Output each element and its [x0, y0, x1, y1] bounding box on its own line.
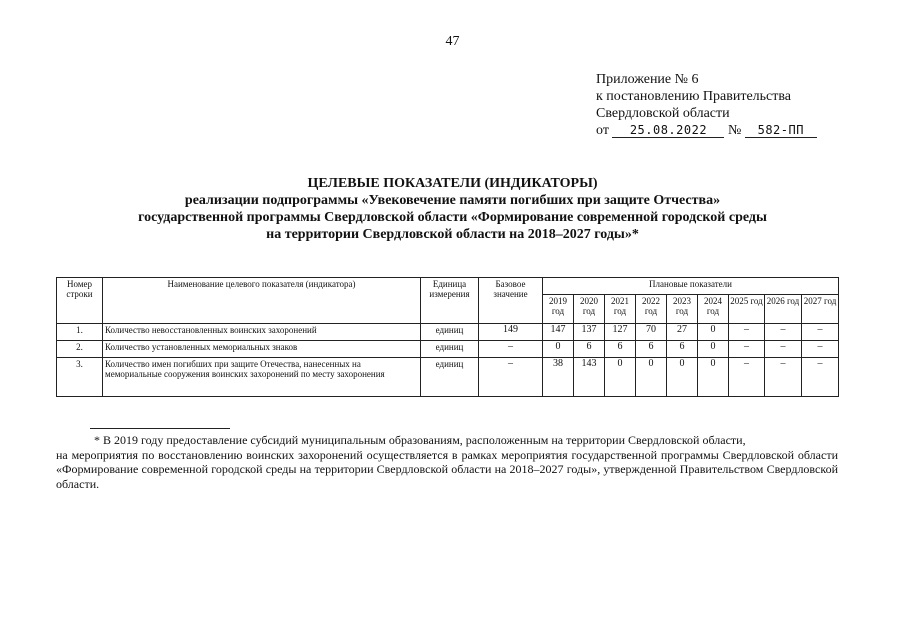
value-cell: 127 [605, 324, 636, 341]
footnote [56, 433, 838, 491]
document-title [0, 175, 905, 243]
title-line-1: ЦЕЛЕВЫЕ ПОКАЗАТЕЛИ (ИНДИКАТОРЫ) [307, 176, 598, 191]
header-year: 2019 год [543, 295, 574, 324]
value-cell: – [765, 358, 802, 397]
value-cell: 70 [636, 324, 667, 341]
appendix-line-2: к постановлению Правительства [596, 89, 792, 104]
value-cell: 147 [543, 324, 574, 341]
header-year: 2026 год [765, 295, 802, 324]
value-cell: 0 [605, 358, 636, 397]
from-label: от [596, 123, 609, 138]
value-cell: 0 [698, 341, 729, 358]
value-cell: 6 [667, 341, 698, 358]
value-cell: – [802, 358, 839, 397]
value-cell: 0 [543, 341, 574, 358]
value-cell: – [729, 358, 765, 397]
footnote-continuation: на мероприятия по восстановлению воинских захоронений осуществляется в рамках мероприятия государственной программы Свердловской области «Формирование современной городской среды на территории Свердловской области на 2018–2027 годы», утвержденной Правительством Свердловской области. [56, 447, 838, 491]
value-cell: 0 [636, 358, 667, 397]
row-number: 1. [57, 324, 103, 341]
header-planned: Плановые показатели [543, 278, 839, 295]
indicators-table [56, 277, 839, 397]
table-row [57, 358, 839, 397]
indicator-name: Количество невосстановленных воинских захоронений [103, 324, 421, 341]
row-number: 2. [57, 341, 103, 358]
header-year: 2027 год [802, 295, 839, 324]
row-number: 3. [57, 358, 103, 397]
appendix-line-3: Свердловской области [596, 106, 730, 121]
number-label: № [727, 123, 742, 138]
appendix-date-line [596, 122, 817, 139]
value-cell: 0 [698, 324, 729, 341]
header-year: 2021 год [605, 295, 636, 324]
page-number: 47 [445, 34, 460, 49]
value-cell: 27 [667, 324, 698, 341]
value-cell: 0 [667, 358, 698, 397]
value-cell: 6 [636, 341, 667, 358]
table-row [57, 324, 839, 341]
indicator-name: Количество установленных мемориальных знаков [103, 341, 421, 358]
unit-cell: единиц [421, 324, 479, 341]
header-base-value: Базовое значение [479, 278, 543, 324]
value-cell: – [765, 341, 802, 358]
value-cell: – [802, 341, 839, 358]
header-unit: Единица измерения [421, 278, 479, 324]
header-year: 2025 год [729, 295, 765, 324]
base-value-cell: 149 [479, 324, 543, 341]
value-cell: – [729, 341, 765, 358]
appendix-line-1: Приложение № 6 [596, 72, 699, 87]
unit-cell: единиц [421, 358, 479, 397]
value-cell: – [765, 324, 802, 341]
base-value-cell: – [479, 341, 543, 358]
title-line-2: реализации подпрограммы «Увековечение памяти погибших при защите Отчества» [184, 193, 721, 208]
indicator-name: Количество имен погибших при защите Отечества, нанесенных на мемориальные сооружения воинских захоронений по месту захоронения [103, 358, 421, 397]
footnote-first-line: * В 2019 году предоставление субсидий муниципальным образованиям, расположенным на территории Свердловской области, [94, 433, 746, 447]
decree-date: 25.08.2022 [612, 123, 724, 138]
header-year: 2022 год [636, 295, 667, 324]
value-cell: 143 [574, 358, 605, 397]
footnote-divider [90, 428, 230, 429]
header-indicator-name: Наименование целевого показателя (индикатора) [103, 278, 421, 324]
appendix-block [596, 71, 817, 139]
value-cell: – [729, 324, 765, 341]
value-cell: – [802, 324, 839, 341]
header-year: 2020 год [574, 295, 605, 324]
base-value-cell: – [479, 358, 543, 397]
header-row-number: Номер строки [57, 278, 103, 324]
title-line-4: на территории Свердловской области на 2018–2027 годы»* [266, 227, 639, 242]
decree-number: 582-ПП [745, 123, 817, 138]
value-cell: 6 [605, 341, 636, 358]
table-row [57, 341, 839, 358]
title-line-3: государственной программы Свердловской области «Формирование современной городской среды [138, 210, 767, 225]
table-header-row [57, 278, 839, 295]
value-cell: 137 [574, 324, 605, 341]
value-cell: 38 [543, 358, 574, 397]
header-year: 2023 год [667, 295, 698, 324]
value-cell: 0 [698, 358, 729, 397]
unit-cell: единиц [421, 341, 479, 358]
header-year: 2024 год [698, 295, 729, 324]
value-cell: 6 [574, 341, 605, 358]
